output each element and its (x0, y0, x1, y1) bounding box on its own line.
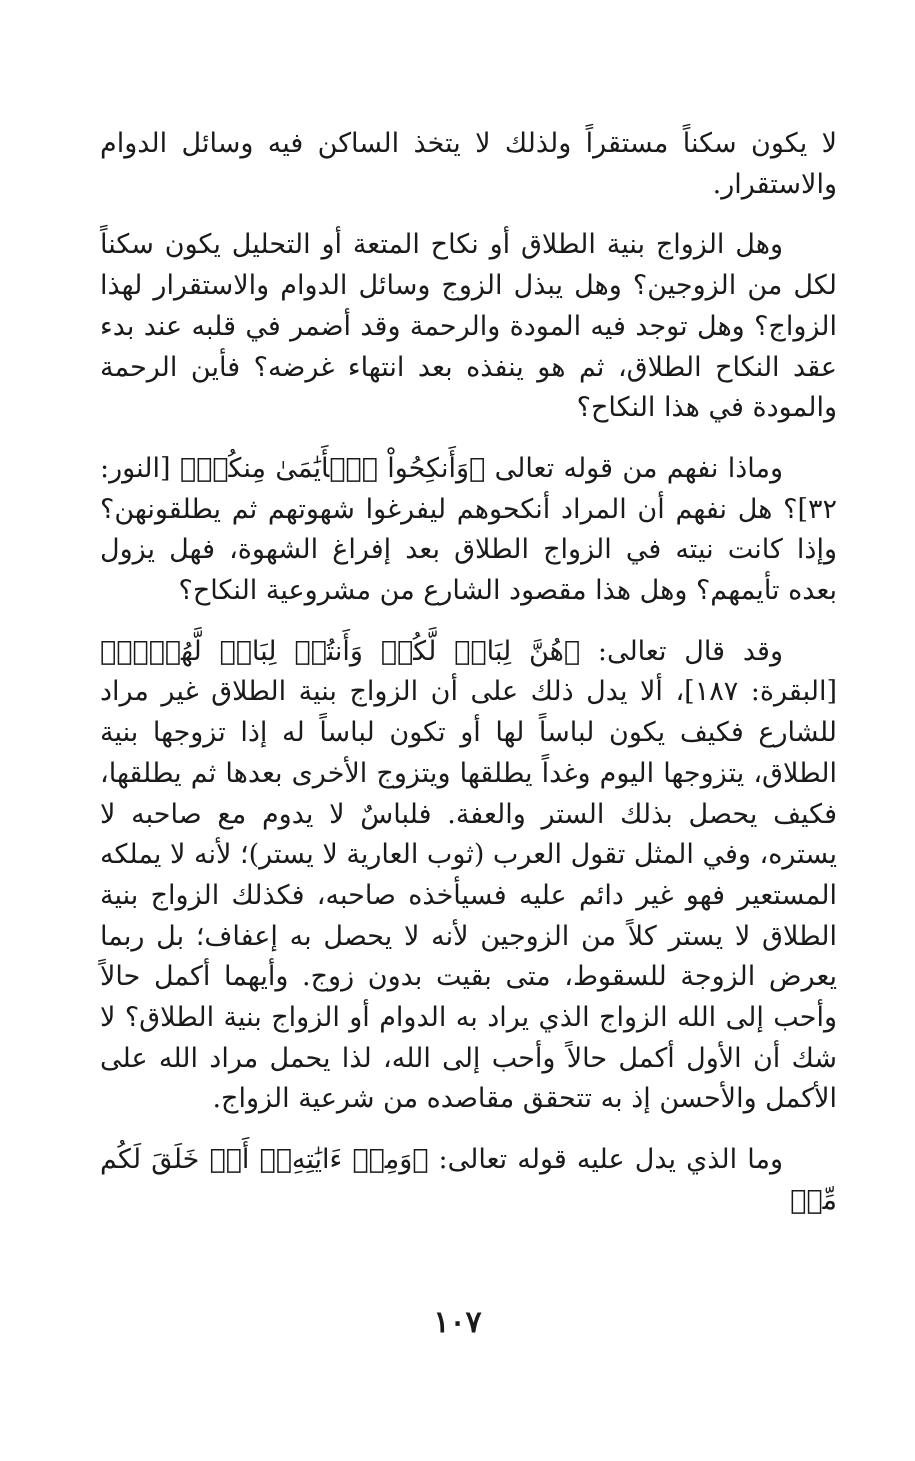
page-number: ١٠٧ (433, 1305, 482, 1340)
paragraph-1: لا يكون سكناً مستقراً ولذلك لا يتخذ الساكن فيه وسائل الدوام والاستقرار. (100, 128, 837, 200)
paragraph-4: وقد قال تعالى: ﴿هُنَّ لِبَاسٞ لَّكُمۡ وَأَنتُمۡ لِبَاسٞ لَّهُنَّۗ﴾ [البقرة: ١٨٧]، ألا يدل ذلك على أن الزواج بنية الطلاق غير مراد للشارع فكيف يكون لباساً لها أو تكون لباساً له إذا تزوجها بنية الطلاق، يتزوجها اليوم وغداً يطلقها ويتزوج الأخرى بعدها ثم يطلقها، فكيف يحصل بذلك الستر والعفة. فلباسٌ لا يدوم مع صاحبه لا يستره، وفي المثل تقول العرب (ثوب العارية لا يستر)؛ لأنه لا يملكه المستعير فهو غير دائم عليه فسيأخذه صاحبه، فكذلك الزواج بنية الطلاق لا يستر كلاً من الزوجين لأنه لا يحصل به إعفاف؛ بل ربما يعرض الزوجة للسقوط، متى بقيت بدون زوج. وأيهما أكمل حالاً وأحب إلى الله الزواج الذي يراد به الدوام أو الزواج بنية الطلاق؟ لا شك أن الأول أكمل حالاً وأحب إلى الله، لذا يحمل مراد الله على الأكمل والأحسن إذ به تتحقق مقاصده من شرعية الزواج. (100, 635, 837, 1115)
page-body (100, 124, 837, 1222)
paragraph-2: وهل الزواج بنية الطلاق أو نكاح المتعة أو التحليل يكون سكناً لكل من الزوجين؟ وهل يبذل الزوج وسائل الدوام والاستقرار لهذا الزواج؟ وهل توجد فيه المودة والرحمة وقد أضمر في قلبه عند بدء عقد النكاح الطلاق، ثم هو ينفذه بعد انتهاء غرضه؟ فأين الرحمة والمودة في هذا النكاح؟ (100, 229, 837, 424)
paragraph-3: وماذا نفهم من قوله تعالى ﴿وَأَنكِحُواْ ٱلۡأَيَٰمَىٰ مِنكُمۡ﴾ [النور: ٣٢]؟ هل نفهم أن المراد أنكحوهم ليفرغوا شهوتهم ثم يطلقونهن؟ وإذا كانت نيته في الزواج الطلاق بعد إفراغ الشهوة، فهل يزول بعده تأيمهم؟ وهل هذا مقصود الشارع من مشروعية النكاح؟ (100, 452, 837, 607)
paragraph-5: وما الذي يدل عليه قوله تعالى: ﴿وَمِنۡ ءَايَٰتِهِۦٓ أَنۡ خَلَقَ لَكُم مِّنۡ (100, 1144, 837, 1216)
